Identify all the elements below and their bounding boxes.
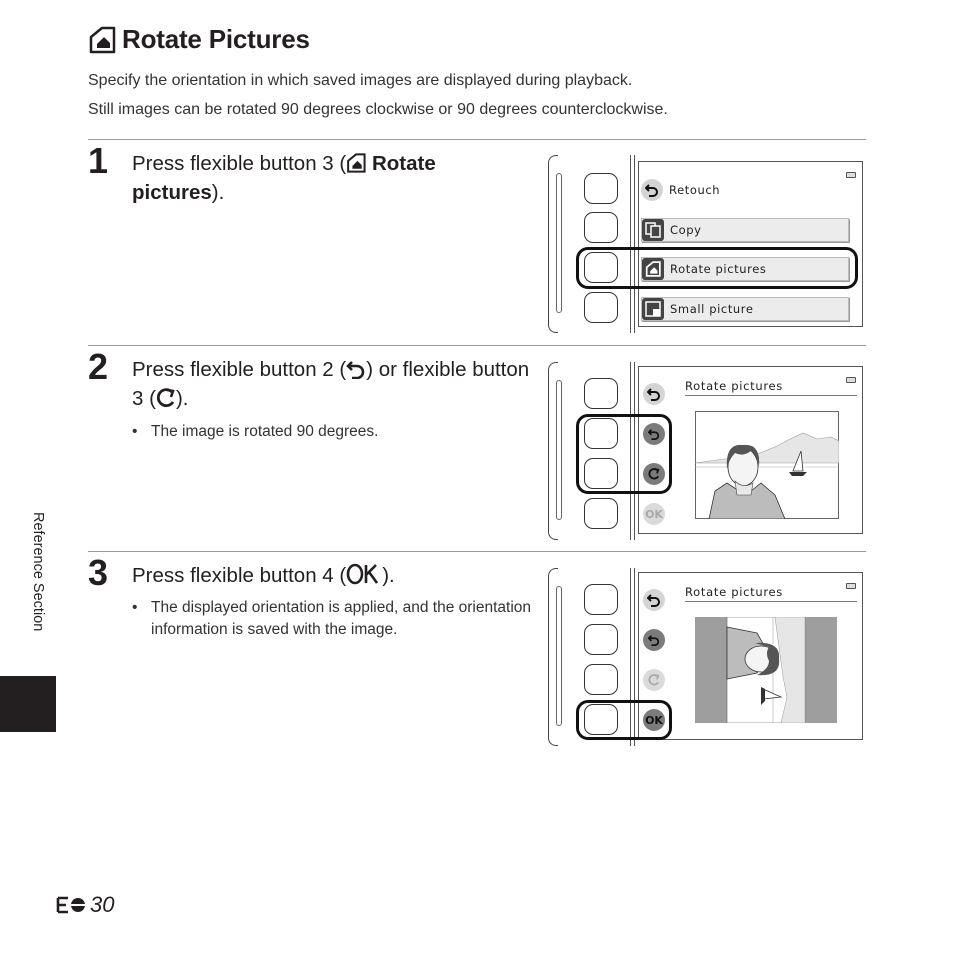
- camera-panel-1: [548, 155, 868, 337]
- highlight-frame: [576, 700, 672, 740]
- menu-item-rotate-pictures[interactable]: Rotate pictures: [641, 257, 849, 281]
- flexible-button-4[interactable]: [584, 292, 618, 323]
- rotate-clockwise-icon[interactable]: [643, 669, 665, 691]
- reference-section-icon: [56, 896, 88, 914]
- camera-panel-3: [548, 568, 868, 750]
- panel-divider: [634, 155, 635, 333]
- divider: [88, 345, 866, 346]
- screen-title: Rotate pictures: [685, 379, 783, 393]
- menu-item-copy[interactable]: Copy: [641, 218, 849, 242]
- photo-thumbnail: [695, 411, 839, 519]
- rotate-pictures-icon: [88, 26, 116, 54]
- panel-divider: [630, 155, 631, 333]
- screen-title: Rotate pictures: [685, 585, 783, 599]
- back-icon[interactable]: [643, 383, 665, 405]
- flexible-button-2[interactable]: [584, 212, 618, 243]
- step-3-number: 3: [88, 552, 109, 593]
- battery-icon: [846, 583, 856, 589]
- camera-bezel-inner: [556, 380, 562, 520]
- intro-line-2: Still images can be rotated 90 degrees clockwise or 90 degrees counterclockwise.: [88, 101, 668, 118]
- menu-item-small-picture[interactable]: Small picture: [641, 297, 849, 321]
- page-title: [88, 24, 310, 55]
- rotate-pictures-icon: [346, 153, 366, 173]
- intro-text: [88, 66, 668, 124]
- rotate-counterclockwise-icon[interactable]: [643, 629, 665, 651]
- flexible-button-1[interactable]: [584, 584, 618, 615]
- intro-line-1: Specify the orientation in which saved images are displayed during playback.: [88, 72, 633, 89]
- back-icon: [641, 179, 663, 201]
- rotate-clockwise-icon: [156, 388, 176, 408]
- screen-title-underline: [685, 601, 857, 602]
- step-2-bullet: • The image is rotated 90 degrees.: [132, 423, 379, 440]
- flexible-button-1[interactable]: [584, 378, 618, 409]
- step-2-text: Press flexible button 2 ( ) or flexible button 3 ( ).: [132, 358, 530, 410]
- ok-button-icon[interactable]: OK: [643, 709, 665, 731]
- back-icon[interactable]: [643, 589, 665, 611]
- camera-bezel-inner: [556, 173, 562, 313]
- highlight-frame: [576, 247, 858, 289]
- step-2-number: 2: [88, 346, 109, 387]
- ok-button-icon[interactable]: OK: [643, 503, 665, 525]
- step-1-number: 1: [88, 140, 109, 181]
- ok-icon: [346, 563, 382, 585]
- camera-panel-2: [548, 362, 868, 544]
- divider: [88, 139, 866, 140]
- step-3-text: Press flexible button 4 ( ).: [132, 564, 395, 587]
- section-tab: [0, 676, 56, 732]
- rotated-photo-thumbnail: [695, 617, 837, 723]
- page-number: 30: [56, 892, 114, 918]
- camera-screen: [638, 161, 863, 327]
- screen-title-underline: [685, 395, 857, 396]
- flexible-button-4[interactable]: [584, 498, 618, 529]
- section-label: Reference Section: [30, 512, 46, 632]
- battery-icon: [846, 377, 856, 383]
- menu-item-retouch[interactable]: Retouch: [641, 178, 849, 202]
- step-1-bold: Rotate pictures: [132, 152, 436, 204]
- step-1-text: Press flexible button 3 ( Rotate pictures).: [132, 152, 436, 204]
- divider: [88, 551, 866, 552]
- flexible-button-1[interactable]: [584, 173, 618, 204]
- small-picture-icon: [642, 298, 664, 320]
- step-3-bullet: • The displayed orientation is applied, and the orientation information is saved with the image.: [132, 599, 532, 638]
- flexible-button-3[interactable]: [584, 664, 618, 695]
- rotate-counterclockwise-icon: [346, 359, 366, 379]
- flexible-button-2[interactable]: [584, 624, 618, 655]
- copy-icon: [642, 219, 664, 241]
- camera-bezel-inner: [556, 586, 562, 726]
- highlight-frame: [576, 414, 672, 494]
- page-title-text: Rotate Pictures: [122, 24, 310, 54]
